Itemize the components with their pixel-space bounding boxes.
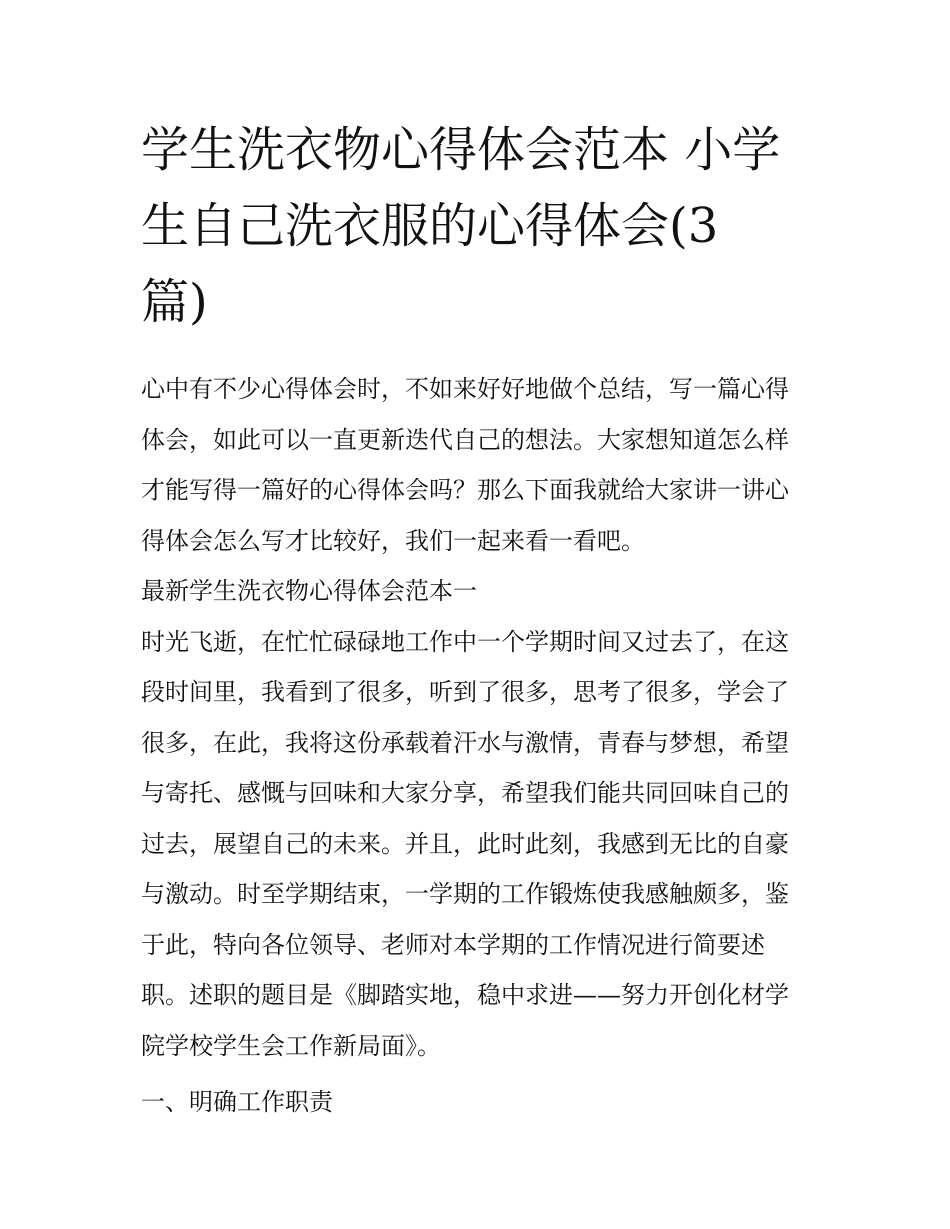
text-line: 体会，如此可以一直更新迭代自己的想法。大家想知道怎么样 — [141, 425, 789, 454]
text-line: 心中有不少心得体会时，不如来好好地做个总结，写一篇心得 — [141, 375, 789, 403]
text-line: 得体会怎么写才比较好，我们一起来看一看吧。 — [141, 526, 645, 555]
text-line: 才能写得一篇好的心得体会吗？那么下面我就给大家讲一讲心 — [141, 476, 789, 504]
title-line: 生自己洗衣服的心得体会(3 — [141, 198, 719, 254]
text-line: 段时间里，我看到了很多，听到了很多，思考了很多，学会了 — [141, 678, 789, 706]
text-line: 职。述职的题目是《脚踏实地，稳中求进——努力开创化材学 — [141, 981, 789, 1009]
text-line: 与寄托、感慨与回味和大家分享，希望我们能共同回味自己的 — [141, 779, 789, 807]
title-line: 学生洗衣物心得体会范本 小学 — [141, 122, 781, 178]
body-paragraph — [141, 617, 813, 1072]
text-line: 很多，在此，我将这份承载着汗水与激情，青春与梦想，希望 — [141, 728, 789, 757]
document-page — [141, 112, 813, 1128]
document-title — [141, 112, 813, 340]
text-line: 与激动。时至学期结束，一学期的工作锻炼使我感触颇多，鉴 — [141, 880, 789, 908]
intro-paragraph — [141, 364, 813, 566]
title-line: 篇) — [141, 274, 208, 330]
section-heading: 最新学生洗衣物心得体会范本一 — [141, 577, 477, 605]
document-body — [141, 364, 813, 1128]
subheading: 一、明确工作职责 — [141, 1088, 333, 1116]
text-line: 时光飞逝，在忙忙碌碌地工作中一个学期时间又过去了，在这 — [141, 627, 789, 656]
text-line: 院学校学生会工作新局面》。 — [141, 1031, 441, 1060]
text-line: 于此，特向各位领导、老师对本学期的工作情况进行简要述 — [141, 930, 765, 959]
text-line: 过去，展望自己的未来。并且，此时此刻，我感到无比的自豪 — [141, 829, 789, 858]
